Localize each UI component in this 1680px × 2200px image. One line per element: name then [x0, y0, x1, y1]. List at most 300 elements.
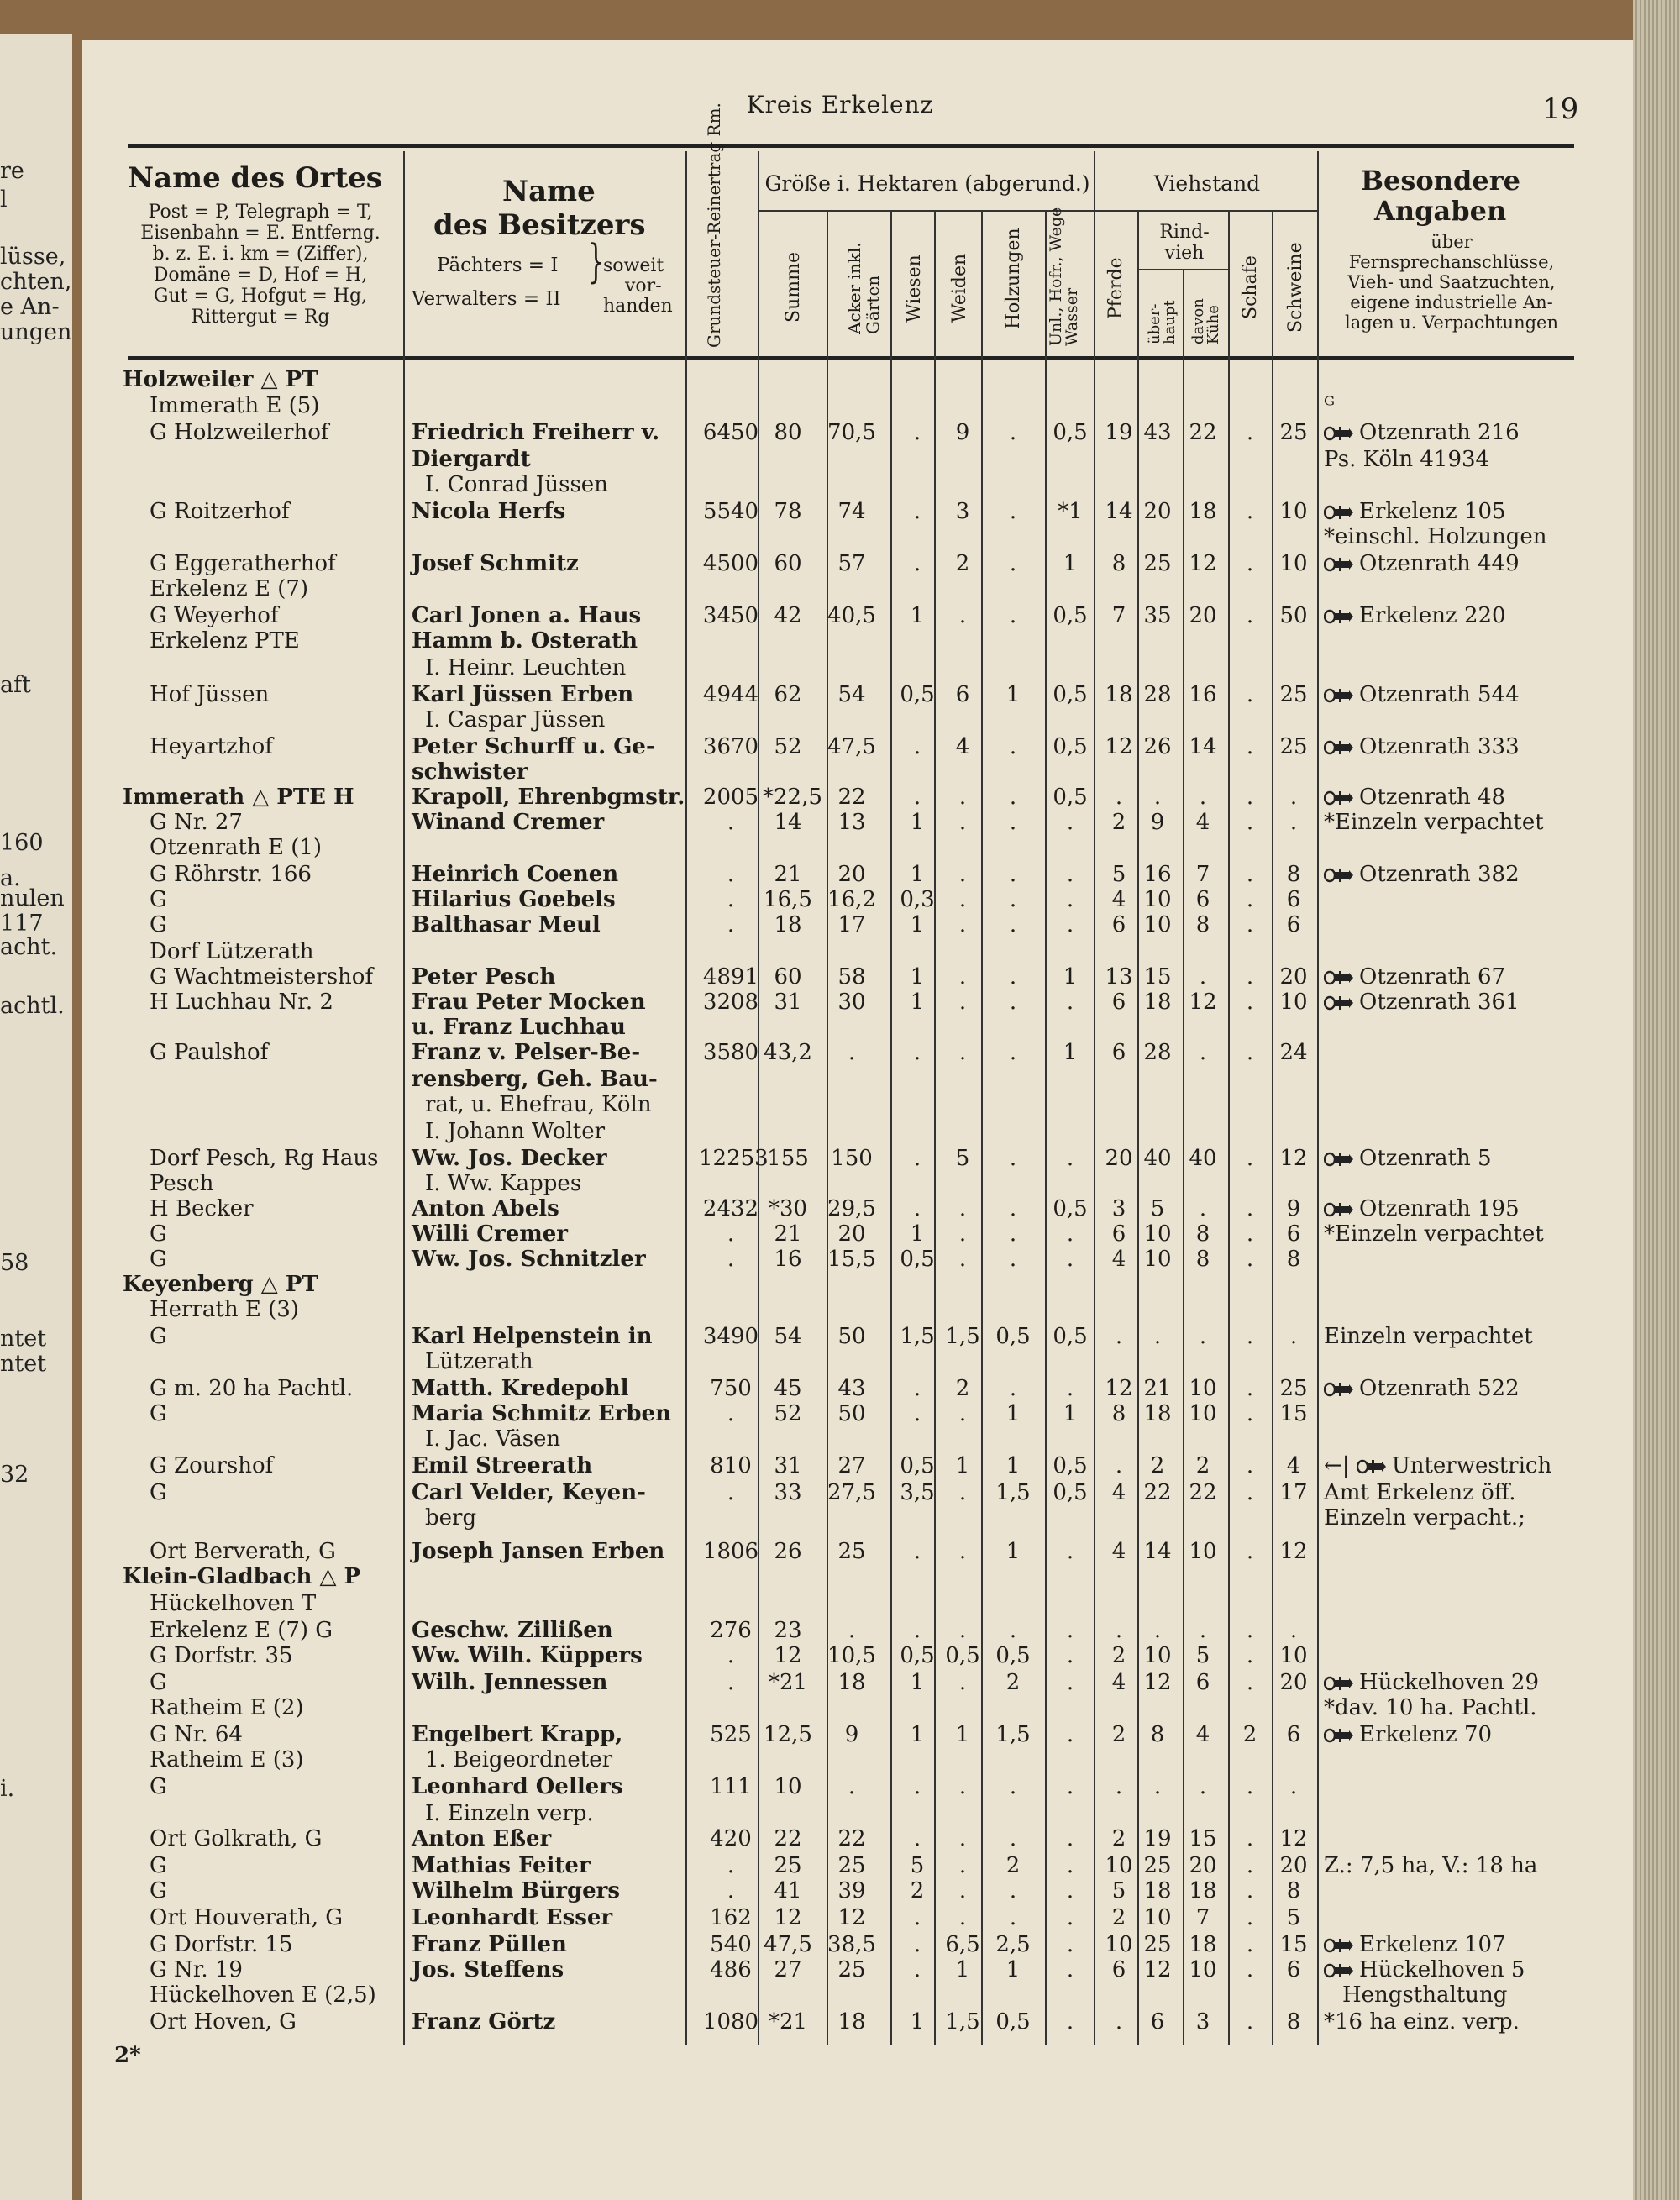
- cell-pferde: 20: [1105, 1146, 1133, 1171]
- cell-schafe: .: [1246, 499, 1254, 524]
- cell-summe: 43,2: [764, 1040, 812, 1065]
- cell-pferde: .: [1115, 1453, 1123, 1478]
- cell-grundsteuer: .: [727, 1401, 735, 1426]
- besitzer-sub-4: vor-: [625, 276, 662, 297]
- cell-grundsteuer: 2432: [702, 1196, 759, 1221]
- special-note-text: Otzenrath 48: [1359, 785, 1506, 810]
- cell-schafe: .: [1246, 1196, 1254, 1221]
- cell-pferde: 19: [1105, 420, 1133, 445]
- cell-summe: 16,5: [764, 887, 812, 912]
- cell-rind-ueberhaupt: 19: [1143, 1826, 1172, 1851]
- cell-schweine: 15: [1279, 1932, 1308, 1957]
- cell-schafe: .: [1246, 964, 1254, 990]
- owner-name: Willi Cremer: [412, 1221, 568, 1247]
- place-name: Pesch: [150, 1171, 214, 1196]
- table-row: [0, 1539, 1680, 1564]
- cell-rind-kuehe: 2: [1195, 1453, 1210, 1478]
- place-name: Ort Houverath, G: [150, 1905, 344, 1930]
- special-note-text: Otzenrath 195: [1359, 1196, 1520, 1221]
- cell-schweine: 8: [1286, 1247, 1301, 1272]
- place-name: G: [150, 887, 167, 912]
- cell-weiden: .: [958, 1905, 967, 1930]
- cell-holzungen: .: [1009, 1040, 1017, 1065]
- special-note-text: Erkelenz 105: [1359, 499, 1506, 524]
- place-name: Ratheim E (2): [150, 1695, 304, 1720]
- table-row: [0, 1695, 1680, 1720]
- cell-schafe: .: [1246, 912, 1254, 937]
- cell-unl: .: [1066, 1146, 1074, 1171]
- owner-name: Peter Schurff u. Ge-: [412, 734, 655, 759]
- cell-rind-kuehe: 18: [1189, 1932, 1217, 1957]
- cell-grundsteuer: 810: [710, 1453, 752, 1478]
- owner-name: Leonhardt Esser: [412, 1905, 613, 1930]
- cell-acker: 29,5: [827, 1196, 876, 1221]
- telephone-icon: [1324, 970, 1354, 985]
- cell-holzungen: .: [1009, 862, 1017, 887]
- cell-grundsteuer: 12253: [699, 1146, 769, 1171]
- cell-rind-kuehe: 14: [1189, 734, 1217, 759]
- owner-name: Lützerath: [425, 1349, 533, 1374]
- groesse-rule: [758, 210, 1094, 212]
- place-name: Dorf Lützerath: [150, 939, 314, 964]
- owner-name: rensberg, Geh. Bau-: [412, 1067, 658, 1092]
- special-note-text: Einzeln verpachtet: [1324, 1324, 1533, 1349]
- place-name: G: [150, 1221, 167, 1247]
- table-row: [0, 628, 1680, 654]
- cell-rind-ueberhaupt: 10: [1143, 1247, 1172, 1272]
- special-note-text: ᴳ: [1324, 393, 1336, 418]
- cell-weiden: 1: [955, 1957, 970, 1982]
- cell-wiesen: 2: [910, 1878, 925, 1903]
- place-name: Ort Golkrath, G: [150, 1826, 323, 1851]
- cell-holzungen: 2,5: [995, 1932, 1031, 1957]
- cell-pferde: 3: [1111, 1196, 1126, 1221]
- cell-wiesen: 1: [910, 1221, 925, 1247]
- cell-schweine: 20: [1279, 1853, 1308, 1878]
- telephone-icon: [1324, 609, 1354, 624]
- owner-name: Anton Abels: [412, 1196, 559, 1221]
- owner-name: Matth. Kredepohl: [412, 1376, 629, 1401]
- place-name: Herrath E (3): [150, 1297, 299, 1322]
- groesse-header: Größe i. Hektaren (abgerund.): [764, 171, 1090, 196]
- cell-schweine: 9: [1286, 1196, 1301, 1221]
- owner-name: schwister: [412, 759, 528, 785]
- cell-wiesen: 1: [910, 1722, 925, 1747]
- special-note: [1324, 1376, 1520, 1401]
- facing-page-text: re: [0, 158, 24, 184]
- cell-grundsteuer: 111: [710, 1774, 752, 1799]
- special-note: [1324, 2009, 1520, 2035]
- cell-acker: 25: [837, 1853, 866, 1878]
- owner-name: Leonhard Oellers: [412, 1774, 623, 1799]
- table-row: [0, 1297, 1680, 1322]
- wiesen-header: Wiesen: [904, 255, 925, 323]
- cell-pferde: 6: [1111, 1040, 1126, 1065]
- telephone-icon: [1324, 868, 1354, 883]
- cell-schweine: 25: [1279, 734, 1308, 759]
- ort-legend-line: Eisenbahn = E. Entferng.: [140, 223, 381, 244]
- cell-weiden: 9: [955, 420, 970, 445]
- place-name: G Roitzerhof: [150, 499, 290, 524]
- cell-schafe: .: [1246, 1040, 1254, 1065]
- cell-acker: 58: [837, 964, 866, 990]
- place-name: Erkelenz E (7): [150, 576, 309, 601]
- cell-summe: 52: [774, 1401, 802, 1426]
- cell-grundsteuer: 4944: [702, 682, 759, 707]
- cell-schweine: .: [1289, 1774, 1298, 1799]
- cell-weiden: .: [958, 912, 967, 937]
- cell-schafe: 2: [1242, 1722, 1257, 1747]
- cell-summe: 21: [774, 1221, 802, 1247]
- table-row: [0, 1618, 1680, 1643]
- owner-name: 1. Beigeordneter: [425, 1747, 613, 1772]
- cell-schafe: .: [1246, 1247, 1254, 1272]
- cell-acker: 16,2: [827, 887, 876, 912]
- special-note-text: Einzeln verpacht.;: [1324, 1505, 1525, 1531]
- telephone-icon: [1324, 995, 1354, 1011]
- cell-rind-kuehe: 10: [1189, 1957, 1217, 1982]
- cell-rind-ueberhaupt: 18: [1143, 1878, 1172, 1903]
- cell-rind-kuehe: .: [1199, 1774, 1207, 1799]
- cell-grundsteuer: .: [727, 1670, 735, 1695]
- place-name: G Holzweilerhof: [150, 420, 329, 445]
- facing-page-text: 160: [0, 830, 44, 856]
- owner-name: Engelbert Krapp,: [412, 1722, 623, 1747]
- cell-summe: 12,5: [764, 1722, 812, 1747]
- facing-page-text: nulen: [0, 885, 65, 911]
- cell-schafe: .: [1246, 682, 1254, 707]
- cell-rind-ueberhaupt: 12: [1143, 1957, 1172, 1982]
- cell-grundsteuer: 420: [710, 1826, 752, 1851]
- table-row: [0, 707, 1680, 732]
- place-name: Immerath E (5): [150, 393, 320, 418]
- cell-rind-ueberhaupt: 6: [1150, 2009, 1165, 2035]
- cell-schafe: .: [1246, 1957, 1254, 1982]
- facing-page-text: acht.: [0, 934, 58, 960]
- special-note: [1324, 810, 1544, 835]
- table-row: [0, 447, 1680, 472]
- owner-name: Krapoll, Ehrenbgmstr.: [412, 785, 685, 810]
- table-row: [0, 1480, 1680, 1505]
- special-note-text: Hückelhoven 29: [1359, 1670, 1540, 1695]
- cell-rind-ueberhaupt: 26: [1143, 734, 1172, 759]
- cell-grundsteuer: 5540: [702, 499, 759, 524]
- facing-page-text: 117: [0, 911, 44, 937]
- special-note: [1324, 420, 1520, 445]
- cell-schweine: 8: [1286, 2009, 1301, 2035]
- table-row: [0, 1349, 1680, 1374]
- place-name: G Wachtmeistershof: [150, 964, 374, 990]
- cell-schweine: .: [1289, 810, 1298, 835]
- cell-acker: 18: [837, 2009, 866, 2035]
- cell-acker: 39: [837, 1878, 866, 1903]
- cell-rind-kuehe: .: [1199, 1324, 1207, 1349]
- besondere-legend-line: lagen u. Verpachtungen: [1344, 312, 1559, 333]
- cell-weiden: 3: [955, 499, 970, 524]
- cell-pferde: 12: [1105, 734, 1133, 759]
- cell-unl: 0,5: [1053, 1324, 1088, 1349]
- special-note-text: *dav. 10 ha. Pachtl.: [1324, 1695, 1537, 1720]
- special-note-text: Ps. Köln 41934: [1324, 447, 1490, 472]
- owner-name: Maria Schmitz Erben: [412, 1401, 671, 1426]
- cell-schafe: .: [1246, 1774, 1254, 1799]
- special-note-text: Otzenrath 382: [1359, 862, 1520, 887]
- table-row: [0, 1401, 1680, 1426]
- special-note: [1324, 1670, 1539, 1695]
- cell-acker: 57: [837, 551, 866, 576]
- cell-summe: 155: [767, 1146, 809, 1171]
- cell-acker: 27: [837, 1453, 866, 1478]
- cell-unl: 0,5: [1053, 1453, 1088, 1478]
- special-note: [1324, 1957, 1525, 1982]
- special-note-text: *Einzeln verpachtet: [1324, 1221, 1544, 1247]
- cell-unl: 0,5: [1053, 734, 1088, 759]
- table-row: [0, 1196, 1680, 1221]
- cell-wiesen: 1: [910, 862, 925, 887]
- table-row: [0, 1932, 1680, 1957]
- arrow-left-icon: ←|: [1324, 1453, 1350, 1478]
- table-row: [0, 1221, 1680, 1247]
- cell-schweine: 6: [1286, 1957, 1301, 1982]
- cell-rind-ueberhaupt: 20: [1143, 499, 1172, 524]
- cell-summe: 22: [774, 1826, 802, 1851]
- ueberhaupt-header: über-haupt: [1146, 300, 1179, 344]
- special-note-text: Unterwestrich: [1391, 1453, 1552, 1478]
- cell-rind-ueberhaupt: 10: [1143, 912, 1172, 937]
- cell-wiesen: .: [913, 1196, 921, 1221]
- cell-grundsteuer: 1080: [702, 2009, 759, 2035]
- cell-weiden: 6: [955, 682, 970, 707]
- telephone-icon: [1324, 790, 1354, 806]
- owner-name: Frau Peter Mocken: [412, 990, 646, 1015]
- table-row: [0, 393, 1680, 418]
- cell-weiden: .: [958, 964, 967, 990]
- owner-name: Winand Cremer: [412, 810, 605, 835]
- cell-acker: 27,5: [827, 1480, 876, 1505]
- cell-summe: *22,5: [763, 785, 822, 810]
- cell-grundsteuer: 3208: [702, 990, 759, 1015]
- owner-name: Emil Streerath: [412, 1453, 593, 1478]
- table-row: [0, 990, 1680, 1015]
- cell-wiesen: 0,3: [900, 887, 935, 912]
- cell-grundsteuer: .: [727, 912, 735, 937]
- special-note-text: Otzenrath 544: [1359, 682, 1520, 707]
- cell-acker: .: [848, 1618, 856, 1643]
- cell-rind-kuehe: 8: [1195, 1247, 1210, 1272]
- cell-rind-kuehe: 18: [1189, 1878, 1217, 1903]
- cell-rind-kuehe: 20: [1189, 1853, 1217, 1878]
- special-note: [1324, 447, 1489, 472]
- cell-holzungen: 1: [1005, 1401, 1021, 1426]
- cell-summe: *30: [768, 1196, 808, 1221]
- cell-rind-ueberhaupt: 15: [1143, 964, 1172, 990]
- cell-summe: 62: [774, 682, 802, 707]
- cell-rind-kuehe: .: [1199, 1618, 1207, 1643]
- cell-schweine: 10: [1279, 499, 1308, 524]
- cell-rind-ueberhaupt: 9: [1150, 810, 1165, 835]
- cell-rind-ueberhaupt: 14: [1143, 1539, 1172, 1564]
- table-row: [0, 734, 1680, 759]
- cell-pferde: 12: [1105, 1376, 1133, 1401]
- cell-pferde: 8: [1111, 551, 1126, 576]
- cell-schafe: .: [1246, 1376, 1254, 1401]
- cell-schweine: 20: [1279, 1670, 1308, 1695]
- facing-page-text: ungen: [0, 319, 72, 345]
- cell-unl: .: [1066, 990, 1074, 1015]
- table-row: [0, 1247, 1680, 1272]
- place-name: G Nr. 27: [150, 810, 243, 835]
- special-note: [1324, 1853, 1537, 1878]
- table-row: [0, 1272, 1680, 1297]
- cell-rind-kuehe: .: [1199, 1040, 1207, 1065]
- owner-name: Franz Püllen: [412, 1932, 567, 1957]
- cell-pferde: 2: [1111, 1722, 1126, 1747]
- cell-holzungen: .: [1009, 990, 1017, 1015]
- place-name: G Weyerhof: [150, 603, 279, 628]
- cell-weiden: .: [958, 1539, 967, 1564]
- cell-rind-kuehe: 15: [1189, 1826, 1217, 1851]
- owner-name: Ww. Jos. Decker: [412, 1146, 607, 1171]
- cell-pferde: 10: [1105, 1853, 1133, 1878]
- cell-schafe: .: [1246, 1539, 1254, 1564]
- cell-unl: .: [1066, 862, 1074, 887]
- cell-unl: .: [1066, 1376, 1074, 1401]
- place-name: Ort Hoven, G: [150, 2009, 297, 2035]
- owner-name: Heinrich Coenen: [412, 862, 619, 887]
- cell-wiesen: 0,5: [900, 682, 935, 707]
- cell-schweine: 10: [1279, 990, 1308, 1015]
- table-row: [0, 524, 1680, 549]
- cell-unl: .: [1066, 1539, 1074, 1564]
- cell-schweine: 8: [1286, 862, 1301, 887]
- table-row: [0, 1774, 1680, 1799]
- special-note: [1324, 964, 1505, 990]
- special-note-text: Hückelhoven 5: [1359, 1957, 1525, 1982]
- cell-rind-kuehe: 8: [1195, 1221, 1210, 1247]
- cell-holzungen: .: [1009, 1196, 1017, 1221]
- cell-pferde: 5: [1111, 1878, 1126, 1903]
- special-note-text: Z.: 7,5 ha, V.: 18 ha: [1324, 1853, 1538, 1878]
- place-name: Hückelhoven E (2,5): [150, 1982, 376, 2008]
- cell-summe: 12: [774, 1643, 802, 1668]
- cell-schafe: .: [1246, 1453, 1254, 1478]
- table-row: [0, 1853, 1680, 1878]
- cell-grundsteuer: 750: [710, 1376, 752, 1401]
- owner-name: Karl Jüssen Erben: [412, 682, 634, 707]
- facing-page-text: a.: [0, 865, 21, 891]
- page-number: 19: [1542, 92, 1579, 126]
- cell-wiesen: .: [913, 734, 921, 759]
- cell-schweine: 25: [1279, 1376, 1308, 1401]
- cell-wiesen: 1: [910, 912, 925, 937]
- cell-unl: 0,5: [1053, 603, 1088, 628]
- cell-wiesen: 1: [910, 964, 925, 990]
- cell-holzungen: 1: [1005, 1957, 1021, 1982]
- special-note-text: Otzenrath 216: [1359, 420, 1520, 445]
- brace: }: [588, 236, 605, 289]
- cell-summe: 45: [774, 1376, 802, 1401]
- cell-weiden: 1: [955, 1453, 970, 1478]
- cell-rind-ueberhaupt: 18: [1143, 1401, 1172, 1426]
- cell-summe: 25: [774, 1853, 802, 1878]
- special-note: [1324, 1695, 1537, 1720]
- special-note-text: Erkelenz 220: [1359, 603, 1506, 628]
- cell-acker: 50: [837, 1324, 866, 1349]
- special-note: [1324, 1480, 1516, 1505]
- cell-holzungen: .: [1009, 734, 1017, 759]
- facing-page-text: i.: [0, 1776, 15, 1802]
- cell-schweine: 25: [1279, 682, 1308, 707]
- cell-acker: 43: [837, 1376, 866, 1401]
- cell-unl: 0,5: [1053, 785, 1088, 810]
- cell-summe: 18: [774, 912, 802, 937]
- table-row: [0, 576, 1680, 601]
- owner-name: Balthasar Meul: [412, 912, 601, 937]
- cell-summe: 12: [774, 1905, 802, 1930]
- cell-pferde: 6: [1111, 990, 1126, 1015]
- cell-pferde: 2: [1111, 1643, 1126, 1668]
- cell-unl: .: [1066, 1722, 1074, 1747]
- cell-rind-kuehe: 4: [1195, 1722, 1210, 1747]
- cell-rind-ueberhaupt: 43: [1143, 420, 1172, 445]
- cell-holzungen: .: [1009, 1905, 1017, 1930]
- kuehe-header: davon Kühe: [1189, 298, 1222, 344]
- table-row: [0, 939, 1680, 964]
- cell-holzungen: .: [1009, 785, 1017, 810]
- cell-rind-kuehe: 6: [1195, 1670, 1210, 1695]
- cell-summe: 80: [774, 420, 802, 445]
- special-note-text: *16 ha einz. verp.: [1324, 2009, 1520, 2035]
- place-name: G: [150, 1878, 167, 1903]
- table-row: [0, 1171, 1680, 1196]
- cell-acker: 22: [837, 785, 866, 810]
- table-row: [0, 759, 1680, 785]
- besondere-legend-line: über: [1431, 232, 1473, 252]
- place-name: Otzenrath E (1): [150, 835, 323, 860]
- cell-summe: 60: [774, 551, 802, 576]
- cell-schafe: .: [1246, 1670, 1254, 1695]
- table-row: [0, 1905, 1680, 1930]
- table-row: [0, 1453, 1680, 1478]
- cell-wiesen: .: [913, 1932, 921, 1957]
- cell-schafe: .: [1246, 1618, 1254, 1643]
- cell-acker: 25: [837, 1957, 866, 1982]
- cell-schafe: .: [1246, 785, 1254, 810]
- table-row: [0, 785, 1680, 810]
- cell-summe: 47,5: [764, 1932, 812, 1957]
- special-note: [1324, 682, 1520, 707]
- table-row: [0, 1324, 1680, 1349]
- cell-rind-ueberhaupt: 10: [1143, 1643, 1172, 1668]
- cell-acker: 12: [837, 1905, 866, 1930]
- cell-grundsteuer: .: [727, 810, 735, 835]
- cell-grundsteuer: 3580: [702, 1040, 759, 1065]
- cell-rind-ueberhaupt: 5: [1150, 1196, 1165, 1221]
- special-note-text: Otzenrath 361: [1359, 990, 1520, 1015]
- table-row: [0, 1722, 1680, 1747]
- table-row: [0, 912, 1680, 937]
- table-row: [0, 1670, 1680, 1695]
- running-head: Kreis Erkelenz: [746, 91, 934, 118]
- cell-holzungen: .: [1009, 1146, 1017, 1171]
- special-note: [1342, 1982, 1507, 2008]
- special-note: [1324, 551, 1520, 576]
- cell-holzungen: .: [1009, 420, 1017, 445]
- cell-grundsteuer: 525: [710, 1722, 752, 1747]
- special-note: [1324, 1932, 1506, 1957]
- cell-unl: .: [1066, 1670, 1074, 1695]
- cell-pferde: 6: [1111, 1221, 1126, 1247]
